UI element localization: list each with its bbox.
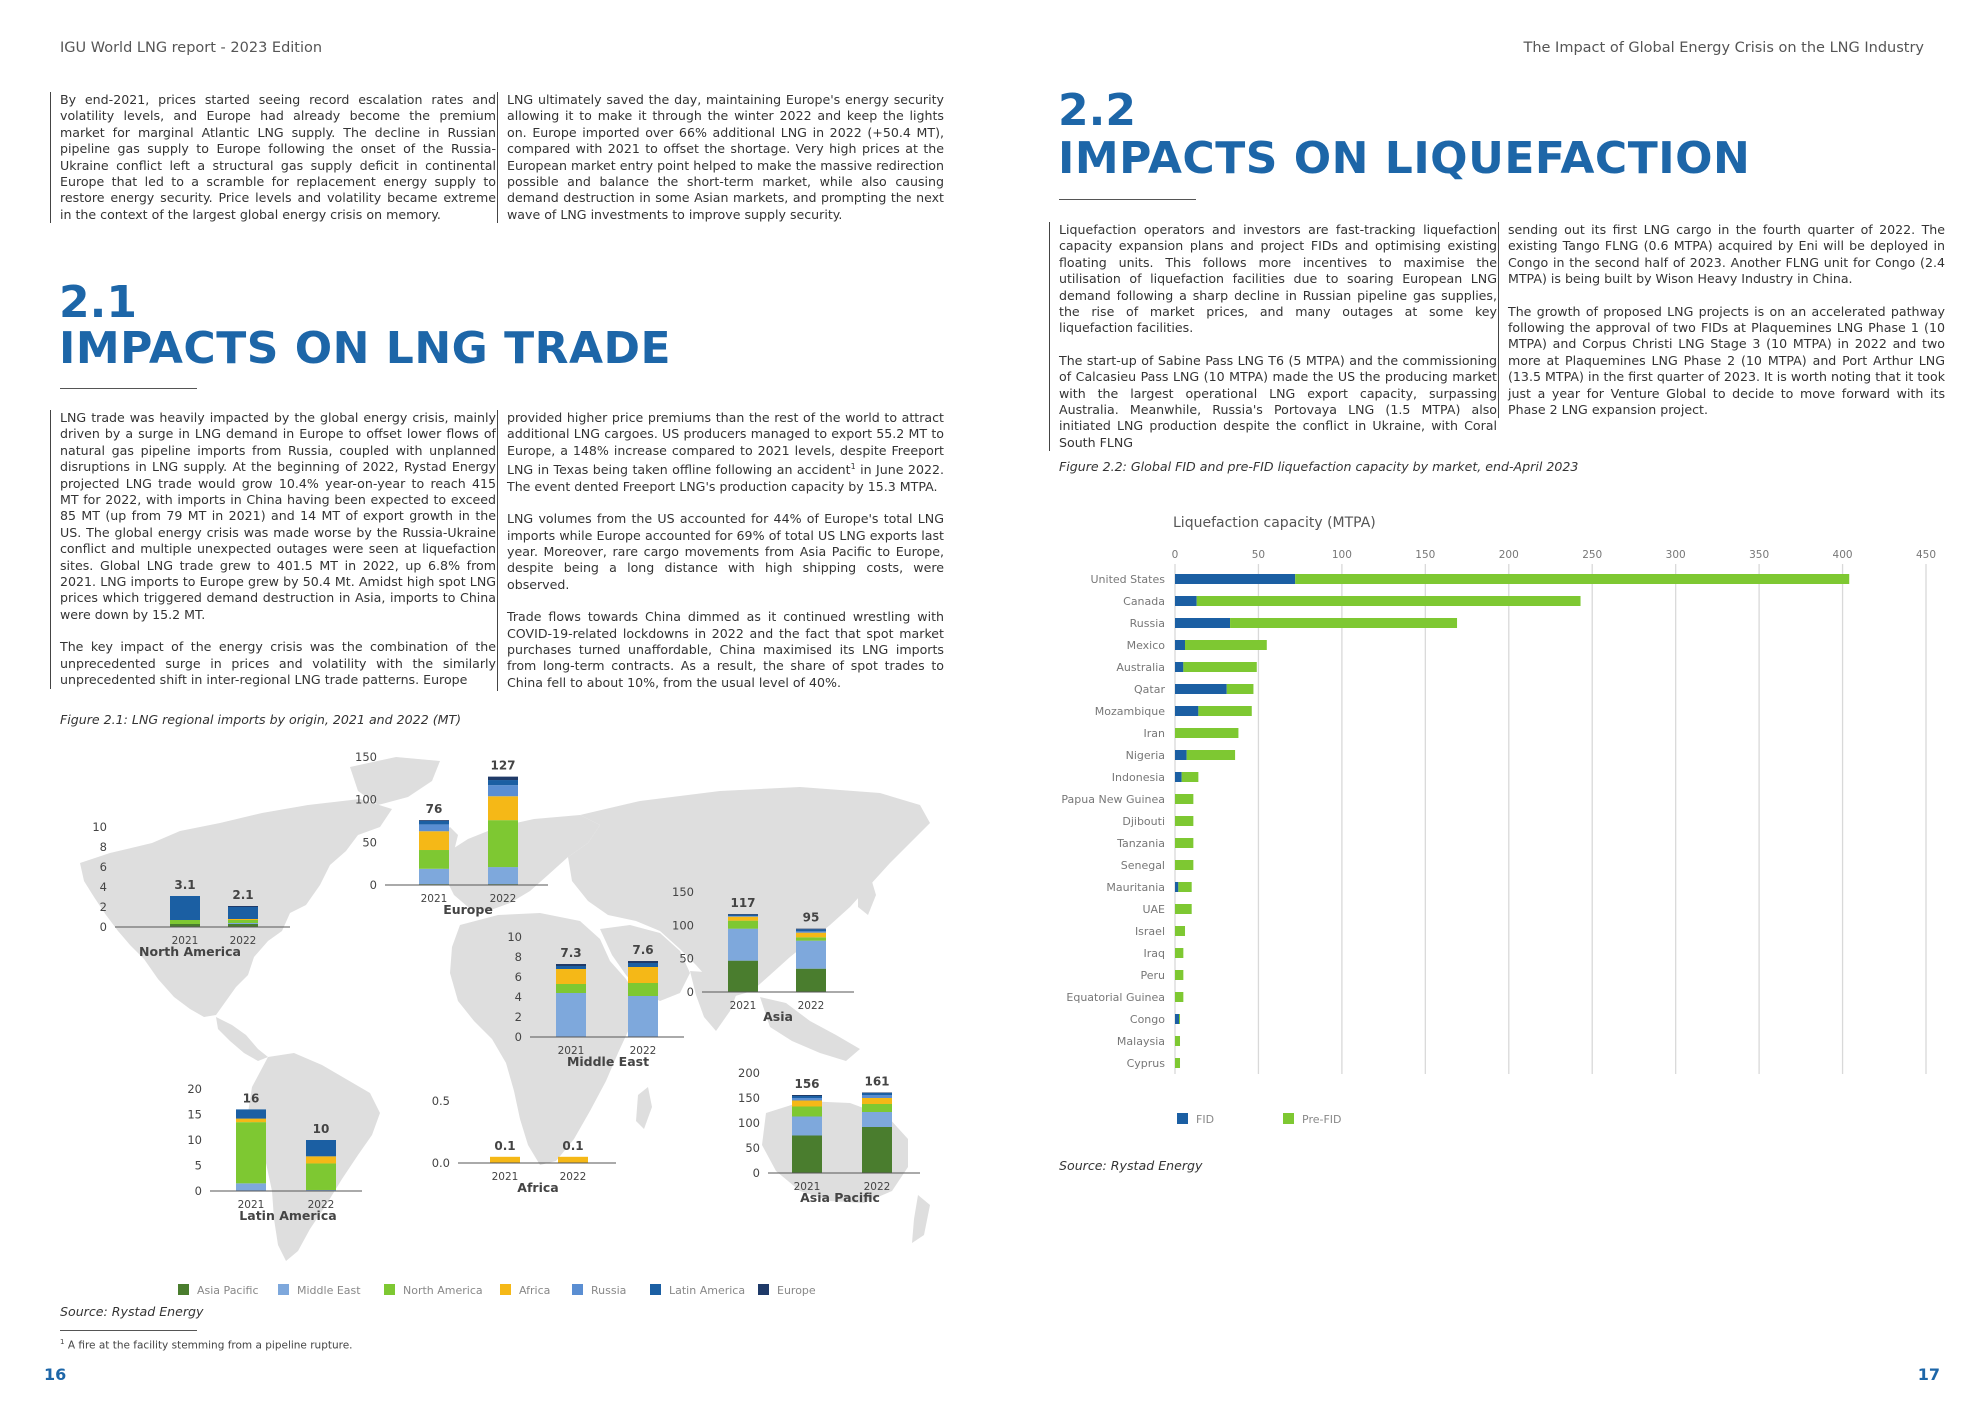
tick-label: 50	[745, 1141, 760, 1155]
trade-col2-p1a: provided higher price premiums than the rest of the world to attract additional LNG cargoes. US producers managed to export 55.2 MT to Europe, a 148% increase compared to 2021 levels, despite Freeport LNG in Texas being taken offline following an accident	[507, 410, 944, 478]
legend-swatch-fid	[1177, 1113, 1188, 1124]
bar-pre-fid	[1175, 794, 1193, 804]
legend-label-europe: Europe	[777, 1284, 816, 1297]
bar-fid	[1175, 684, 1227, 694]
legend-swatch-asia-pacific	[178, 1284, 189, 1295]
tick-label: 10	[187, 1133, 202, 1147]
bar-segment-north-america	[556, 984, 586, 993]
bar-segment-asia-pacific	[728, 961, 758, 992]
category-label: Mexico	[1126, 639, 1165, 652]
bar-segment-middle-east	[792, 1117, 822, 1136]
data-label: 2.1	[232, 888, 254, 902]
tick-label: 0	[99, 920, 107, 934]
category-label: 2022	[629, 1045, 657, 1057]
bar-segment-africa	[558, 1157, 588, 1163]
bar-segment-russia	[419, 824, 449, 831]
row-mexico	[1127, 639, 1267, 652]
liq-col1-p1: Liquefaction operators and investors are fast-tracking liquefaction capacity expansion plans and project FIDs and optimising existing floating units. This follows more incentives to maximise the utilisation of liquefaction facilities due to soaring European LNG demand following a sharp decline in Russian pipeline gas supplies, the rise of market prices, and many outages at some key liquefaction facilities.	[1059, 222, 1497, 336]
tick-label: 0	[194, 1184, 202, 1198]
category-label: 2022	[863, 1181, 891, 1193]
bar-segment-north-america	[306, 1163, 336, 1190]
bar-pre-fid	[1197, 596, 1581, 606]
bar-segment-russia	[796, 931, 826, 932]
row-mauritania	[1106, 881, 1191, 894]
figure-2-1-caption: Figure 2.1: LNG regional imports by origin, 2021 and 2022 (MT)	[60, 712, 462, 727]
category-label: Israel	[1134, 925, 1165, 938]
tick-label: 0	[369, 878, 377, 892]
row-qatar	[1134, 683, 1253, 696]
bar-segment-europe	[792, 1095, 822, 1096]
bar-pre-fid	[1182, 772, 1199, 782]
trade-col2-p1b: in June 2022. The event dented Freeport LNG's production capacity by 15.3 MTPA.	[507, 462, 944, 494]
bar-segment-latin-america	[628, 963, 658, 967]
bar-segment-middle-east	[419, 869, 449, 884]
section-title-2-1: IMPACTS ON LNG TRADE	[59, 323, 672, 374]
section-title-2-2: IMPACTS ON LIQUEFACTION	[1058, 133, 1751, 184]
bar-segment-middle-east	[488, 867, 518, 884]
row-nigeria	[1126, 749, 1235, 762]
tick-label: 4	[99, 880, 107, 894]
category-label: Russia	[1129, 617, 1165, 630]
tick-label: 0	[514, 1030, 522, 1044]
category-label: 2022	[489, 893, 517, 905]
x-tick-label: 300	[1665, 549, 1686, 561]
bar-segment-africa	[628, 967, 658, 983]
bar-pre-fid	[1295, 574, 1849, 584]
bar-segment-africa	[306, 1156, 336, 1163]
tick-label: 6	[99, 860, 107, 874]
figure-2-2-chart	[1050, 505, 1950, 1145]
bar-segment-latin-america	[419, 821, 449, 824]
bar-segment-russia	[488, 785, 518, 796]
bar-segment-north-america	[728, 921, 758, 929]
bar-segment-latin-america	[792, 1096, 822, 1098]
footnote-ref: 1	[850, 462, 856, 472]
bar-segment-latin-america	[796, 929, 826, 931]
legend-swatch-europe	[758, 1284, 769, 1295]
x-tick-label: 200	[1498, 549, 1519, 561]
row-russia	[1130, 617, 1457, 630]
category-label: 2021	[729, 1000, 757, 1012]
legend-swatch-latin-america	[650, 1284, 661, 1295]
bar-pre-fid	[1175, 992, 1183, 1002]
bar-pre-fid	[1175, 1058, 1180, 1068]
region-label: Africa	[517, 1180, 559, 1195]
data-label: 7.3	[560, 946, 582, 960]
liq-col2-p1: sending out its first LNG cargo in the fourth quarter of 2022. The existing Tango FLNG (0.6 MTPA) acquired by Eni will be deployed in Congo in the second half of 2023. Another FLNG unit for Congo (2.4 MTPA) is being built by Wison Heavy Industry in China.	[1508, 222, 1945, 287]
category-label: 2022	[229, 935, 257, 947]
bar-segment-africa	[728, 917, 758, 921]
bar-segment-latin-america	[556, 966, 586, 969]
bar-segment-north-america	[628, 983, 658, 996]
bar-pre-fid	[1175, 838, 1193, 848]
footnote-rule	[60, 1330, 197, 1331]
bar-fid	[1175, 662, 1183, 672]
category-label: 2022	[797, 1000, 825, 1012]
tick-label: 2	[514, 1010, 522, 1024]
tick-label: 10	[92, 820, 107, 834]
category-label: United States	[1090, 573, 1165, 586]
bar-pre-fid	[1179, 1014, 1180, 1024]
section-number-2-1: 2.1	[59, 277, 137, 328]
bar-pre-fid	[1175, 926, 1185, 936]
bar-fid	[1175, 882, 1178, 892]
row-congo	[1130, 1013, 1180, 1026]
tick-label: 0.5	[431, 1094, 450, 1108]
row-cyprus	[1127, 1057, 1180, 1070]
data-label: 161	[864, 1074, 890, 1089]
bar-segment-north-america	[236, 1122, 266, 1183]
figure-2-2-caption: Figure 2.2: Global FID and pre-FID liquefaction capacity by market, end-April 2023	[1059, 459, 1579, 474]
trade-col1-p2: The key impact of the energy crisis was the combination of the unprecedented surge in prices and volatility with the similarly unprecedented shift in inter-regional LNG trade patterns. Europe	[60, 639, 496, 688]
header-right: The Impact of Global Energy Crisis on the LNG Industry	[1523, 40, 1924, 56]
bar-fid	[1175, 1014, 1179, 1024]
bar-pre-fid	[1175, 970, 1183, 980]
bar-fid	[1175, 574, 1295, 584]
bar-fid	[1175, 750, 1187, 760]
bar-segment-middle-east	[628, 996, 658, 1037]
bar-pre-fid	[1175, 728, 1238, 738]
bar-segment-russia	[728, 916, 758, 917]
category-label: Djibouti	[1122, 815, 1165, 828]
bar-fid	[1175, 640, 1185, 650]
category-label: Australia	[1116, 661, 1165, 674]
tick-label: 0	[752, 1166, 760, 1180]
bar-segment-europe	[862, 1093, 892, 1094]
category-label: Indonesia	[1111, 771, 1165, 784]
legend-label-middle-east: Middle East	[297, 1284, 361, 1297]
category-label: Nigeria	[1125, 749, 1165, 762]
region-label: North America	[139, 944, 241, 959]
bar-segment-latin-america	[306, 1140, 336, 1156]
data-label: 117	[730, 896, 756, 910]
figure-2-2-legend	[1177, 1113, 1342, 1126]
section-rule-2-1	[60, 388, 197, 389]
category-label: 2022	[307, 1199, 335, 1211]
bar-segment-north-america	[796, 937, 826, 940]
category-label: 2021	[793, 1181, 821, 1193]
bar-segment-north-america	[419, 850, 449, 869]
bar-segment-middle-east	[862, 1112, 892, 1127]
row-iran	[1144, 727, 1239, 740]
tick-label: 0.0	[431, 1156, 450, 1170]
region-label: Latin America	[239, 1208, 337, 1223]
category-label: UAE	[1142, 903, 1165, 916]
data-label: 156	[794, 1077, 820, 1091]
tick-label: 5	[194, 1158, 202, 1173]
legend-label-pre-fid: Pre-FID	[1302, 1113, 1342, 1126]
category-label: Equatorial Guinea	[1066, 991, 1165, 1004]
bar-segment-north-america	[862, 1104, 892, 1112]
footnote-text: A fire at the facility stemming from a pipeline rupture.	[67, 1339, 353, 1352]
bar-segment-latin-america	[862, 1093, 892, 1095]
category-label: Qatar	[1134, 683, 1165, 696]
map-new-zealand	[912, 1195, 930, 1243]
bar-segment-europe	[228, 906, 258, 907]
bar-segment-middle-east	[796, 941, 826, 969]
category-label: Iran	[1143, 727, 1165, 740]
category-label: 2021	[171, 935, 199, 947]
region-label: Asia Pacific	[800, 1190, 880, 1205]
tick-label: 8	[514, 950, 522, 964]
legend-label-russia: Russia	[591, 1284, 627, 1297]
figure-2-1-legend	[178, 1284, 816, 1297]
page-number-right: 17	[1917, 1365, 1940, 1384]
category-label: Congo	[1129, 1013, 1165, 1026]
bar-pre-fid	[1175, 860, 1193, 870]
bar-fid	[1175, 618, 1230, 628]
region-label: Asia	[763, 1009, 793, 1024]
x-tick-label: 250	[1582, 549, 1603, 561]
tick-label: 100	[738, 1116, 760, 1130]
bar-fid	[1175, 772, 1182, 782]
data-label: 127	[490, 758, 516, 773]
tick-label: 50	[679, 951, 694, 966]
tick-label: 100	[672, 918, 694, 933]
data-label: 76	[425, 802, 443, 817]
row-tanzania	[1116, 837, 1193, 850]
legend-swatch-middle-east	[278, 1284, 289, 1295]
bar-pre-fid	[1178, 882, 1191, 892]
footnote-mark: 1	[60, 1338, 65, 1346]
category-label: 2021	[491, 1171, 519, 1183]
data-label: 7.6	[632, 943, 654, 957]
trade-col2	[497, 410, 944, 691]
row-iraq	[1144, 947, 1184, 960]
region-label: Europe	[443, 902, 493, 917]
row-united-states	[1091, 573, 1850, 586]
bar-segment-russia	[792, 1098, 822, 1101]
category-label: Peru	[1140, 969, 1165, 982]
tick-label: 150	[355, 750, 377, 764]
category-label: 2021	[557, 1045, 585, 1057]
bar-segment-europe	[419, 820, 449, 821]
liq-col1-p2: The start-up of Sabine Pass LNG T6 (5 MTPA) and the commissioning of Calcasieu Pass LNG (10 MTPA) made the US the producing market with the largest operational LNG export capacity, surpassing Australia. Meanwhile, Russia's Portovaya LNG (1.5 MTPA) also initiated LNG production despite the conflict in Ukraine, with Coral South FLNG	[1059, 352, 1497, 450]
row-malaysia	[1117, 1035, 1180, 1048]
bar-segment-europe	[556, 964, 586, 966]
category-label: 2021	[237, 1199, 265, 1211]
legend-label-latin-america: Latin America	[669, 1284, 746, 1297]
category-label: Canada	[1123, 595, 1165, 608]
tick-label: 0	[686, 985, 694, 999]
row-papua-new-guinea	[1061, 793, 1193, 806]
bar-segment-latin-america	[170, 896, 200, 920]
bar-segment-latin-america	[488, 780, 518, 785]
x-tick-label: 100	[1331, 549, 1352, 561]
bar-fid	[1175, 596, 1197, 606]
data-label: 0.1	[494, 1138, 516, 1153]
row-australia	[1116, 661, 1256, 674]
trade-col1	[50, 410, 496, 689]
trade-col2-p3: Trade flows towards China dimmed as it continued wrestling with COVID-19-related lockdowns in 2022 and the fact that spot market purchases turned unaffordable, China maximised its LNG imports from long-term contracts. As a result, the share of spot trades to China fell to about 10%, from the usual level of 40%.	[507, 609, 944, 690]
tick-label: 4	[514, 990, 522, 1004]
section-number-2-2: 2.2	[1058, 85, 1136, 136]
bar-segment-middle-east	[556, 993, 586, 1037]
category-label: 2021	[420, 893, 448, 905]
row-mozambique	[1095, 705, 1252, 718]
bar-pre-fid	[1230, 618, 1457, 628]
map-central-america	[216, 1017, 268, 1061]
bar-segment-europe	[796, 929, 826, 930]
map-africa	[450, 913, 638, 1165]
row-israel	[1135, 925, 1185, 938]
trade-col2-p1	[507, 410, 944, 495]
intro-col2-text: LNG ultimately saved the day, maintaining Europe's energy security allowing it to make it through the winter 2022 and keep the lights on. Europe imported over 66% additional LNG in 2022 (+50.4 MT), compared with 2021 to offset the shortage. Very high prices at the European market entry point helped to make the massive redirection possible and balance the short-term market, while also causing demand destruction in some Asian markets, and prompting the next wave of LNG investments to improve supply security.	[507, 92, 944, 222]
bar-segment-middle-east	[236, 1183, 266, 1191]
category-label: 2022	[559, 1171, 587, 1183]
row-indonesia	[1112, 771, 1199, 784]
data-label: 10	[312, 1122, 330, 1136]
bar-segment-africa	[792, 1101, 822, 1107]
tick-label: 100	[355, 792, 377, 807]
bar-segment-middle-east	[728, 929, 758, 961]
intro-col1	[50, 92, 496, 223]
bar-pre-fid	[1187, 750, 1235, 760]
bar-pre-fid	[1175, 816, 1193, 826]
figure-2-1-chart	[40, 735, 940, 1315]
bar-segment-north-america	[228, 920, 258, 923]
bar-segment-europe	[628, 961, 658, 963]
tick-label: 8	[99, 840, 107, 854]
bar-segment-africa	[862, 1098, 892, 1104]
page-number-left: 16	[44, 1365, 67, 1384]
bar-segment-africa	[228, 919, 258, 920]
header-left: IGU World LNG report - 2023 Edition	[60, 40, 323, 56]
figure-2-2-title: Liquefaction capacity (MTPA)	[1173, 515, 1376, 531]
category-label: Cyprus	[1126, 1057, 1165, 1070]
footnote	[60, 1338, 353, 1352]
row-equatorial-guinea	[1066, 991, 1183, 1004]
tick-label: 10	[507, 930, 522, 944]
row-senegal	[1121, 859, 1194, 872]
bar-segment-africa	[490, 1157, 520, 1163]
liq-col2	[1498, 222, 1945, 418]
tick-label: 200	[738, 1066, 760, 1080]
category-label: Papua New Guinea	[1061, 793, 1165, 806]
trade-col1-p1: LNG trade was heavily impacted by the global energy crisis, mainly driven by a surge in LNG demand in Europe to offset lower flows of natural gas pipeline imports from Russia, coupled with unplanned disruptions in LNG supply. At the beginning of 2022, Rystad Energy projected LNG trade would grow 10.4% year-on-year to reach 415 MT for 2022, with imports in China having been expected to exceed 85 MT (up from 79 MT in 2021) and 14 MT of export growth in the US. The global energy crisis was made worse by the Russia-Ukraine conflict and multiple unexpected outages were seen at liquefaction sites. Global LNG trade grew to 401.5 MT in 2022, up 6.8% from 2021. LNG imports to Europe grew by 50.4 Mt. Amidst high spot LNG prices which triggered demand destruction in Asia, imports to China were down by 15.2 MT.	[60, 410, 496, 622]
map-madagascar	[636, 1087, 652, 1129]
bar-segment-asia-pacific	[862, 1127, 892, 1173]
category-label: Mauritania	[1106, 881, 1165, 894]
category-label: Malaysia	[1116, 1035, 1165, 1048]
row-canada	[1123, 595, 1580, 608]
liq-col2-p2: The growth of proposed LNG projects is on an accelerated pathway following the approval of two FIDs at Plaquemines LNG Phase 1 (10 MTPA) and Corpus Christi LNG Stage 3 (10 MTPA) in 2022 and two more at Plaquemines LNG Phase 2 (10 MTPA) and Port Arthur LNG (13.5 MTPA) in the first quarter of 2023. It is worth noting that it took just a year for Venture Global to decide to move forward with its Phase 2 LNG expansion project.	[1508, 303, 1945, 418]
bar-pre-fid	[1175, 1036, 1180, 1046]
row-peru	[1140, 969, 1183, 982]
legend-label-africa: Africa	[519, 1284, 551, 1297]
bar-segment-latin-america	[236, 1109, 266, 1118]
bar-segment-asia-pacific	[792, 1136, 822, 1174]
x-tick-label: 150	[1415, 549, 1436, 561]
trade-col2-p2: LNG volumes from the US accounted for 44% of Europe's total LNG imports while Europe accounted for 69% of total US LNG exports last year. Moreover, rare cargo movements from Asia Pacific to Europe, despite being a long distance with high shipping costs, were observed.	[507, 511, 944, 592]
legend-swatch-russia	[572, 1284, 583, 1295]
legend-swatch-pre-fid	[1283, 1113, 1294, 1124]
tick-label: 150	[672, 885, 694, 899]
figure-2-2-source: Source: Rystad Energy	[1059, 1158, 1203, 1173]
row-djibouti	[1122, 815, 1193, 828]
figure-2-1-source: Source: Rystad Energy	[60, 1304, 204, 1319]
tick-label: 15	[187, 1107, 202, 1122]
data-label: 16	[242, 1091, 260, 1106]
bar-pre-fid	[1198, 706, 1251, 716]
bar-pre-fid	[1183, 662, 1256, 672]
bar-segment-north-america	[170, 920, 200, 924]
legend-swatch-africa	[500, 1284, 511, 1295]
bar-segment-north-america	[488, 820, 518, 867]
category-label: Senegal	[1120, 859, 1165, 872]
bar-segment-russia	[862, 1095, 892, 1098]
category-label: Iraq	[1143, 947, 1165, 960]
x-tick-label: 50	[1251, 549, 1266, 561]
tick-label: 20	[187, 1082, 202, 1096]
category-label: Mozambique	[1094, 705, 1165, 718]
intro-col1-text: By end-2021, prices started seeing record escalation rates and volatility levels, and Europe had already become the premium market for marginal Atlantic LNG supply. The decline in Russian pipeline gas supply to Europe following the onset of the Russia-Ukraine conflict left a structural gas supply deficit in continental Europe that led to a scramble for replacement energy supply to restore energy security. Price levels and volatility became extreme in the context of the largest global energy crisis on memory.	[60, 92, 496, 222]
intro-col2	[497, 92, 944, 223]
bar-segment-north-america	[792, 1107, 822, 1117]
bar-segment-europe	[488, 777, 518, 780]
bar-segment-africa	[556, 969, 586, 984]
category-label: Tanzania	[1117, 837, 1165, 850]
bar-segment-africa	[488, 796, 518, 820]
x-tick-label: 400	[1832, 549, 1853, 561]
bar-segment-africa	[419, 831, 449, 850]
bar-segment-asia-pacific	[796, 969, 826, 992]
bar-segment-africa	[796, 933, 826, 938]
tick-label: 150	[738, 1091, 760, 1105]
data-label: 95	[802, 910, 820, 925]
data-label: 0.1	[562, 1138, 584, 1153]
bar-pre-fid	[1175, 948, 1183, 958]
legend-label-asia-pacific: Asia Pacific	[197, 1284, 259, 1297]
data-label: 3.1	[174, 878, 196, 892]
section-rule-2-2	[1059, 199, 1196, 200]
row-uae	[1142, 903, 1191, 916]
tick-label: 2	[99, 900, 107, 914]
bar-segment-europe	[728, 914, 758, 915]
x-tick-label: 450	[1915, 549, 1937, 561]
tick-label: 6	[514, 970, 522, 984]
liq-col1	[1049, 222, 1497, 451]
bar-pre-fid	[1185, 640, 1267, 650]
tick-label: 50	[362, 835, 377, 850]
bar-segment-latin-america	[228, 907, 258, 919]
legend-label-north-america: North America	[403, 1284, 483, 1297]
x-tick-label: 0	[1171, 549, 1179, 561]
legend-swatch-north-america	[384, 1284, 395, 1295]
bar-segment-middle-east	[228, 923, 258, 924]
bar-fid	[1175, 706, 1198, 716]
bar-segment-latin-america	[728, 915, 758, 916]
bar-segment-africa	[236, 1119, 266, 1123]
x-tick-label: 350	[1749, 549, 1770, 561]
legend-label-fid: FID	[1196, 1113, 1215, 1126]
region-label: Middle East	[566, 1054, 650, 1069]
bar-pre-fid	[1227, 684, 1254, 694]
bar-pre-fid	[1175, 904, 1192, 914]
